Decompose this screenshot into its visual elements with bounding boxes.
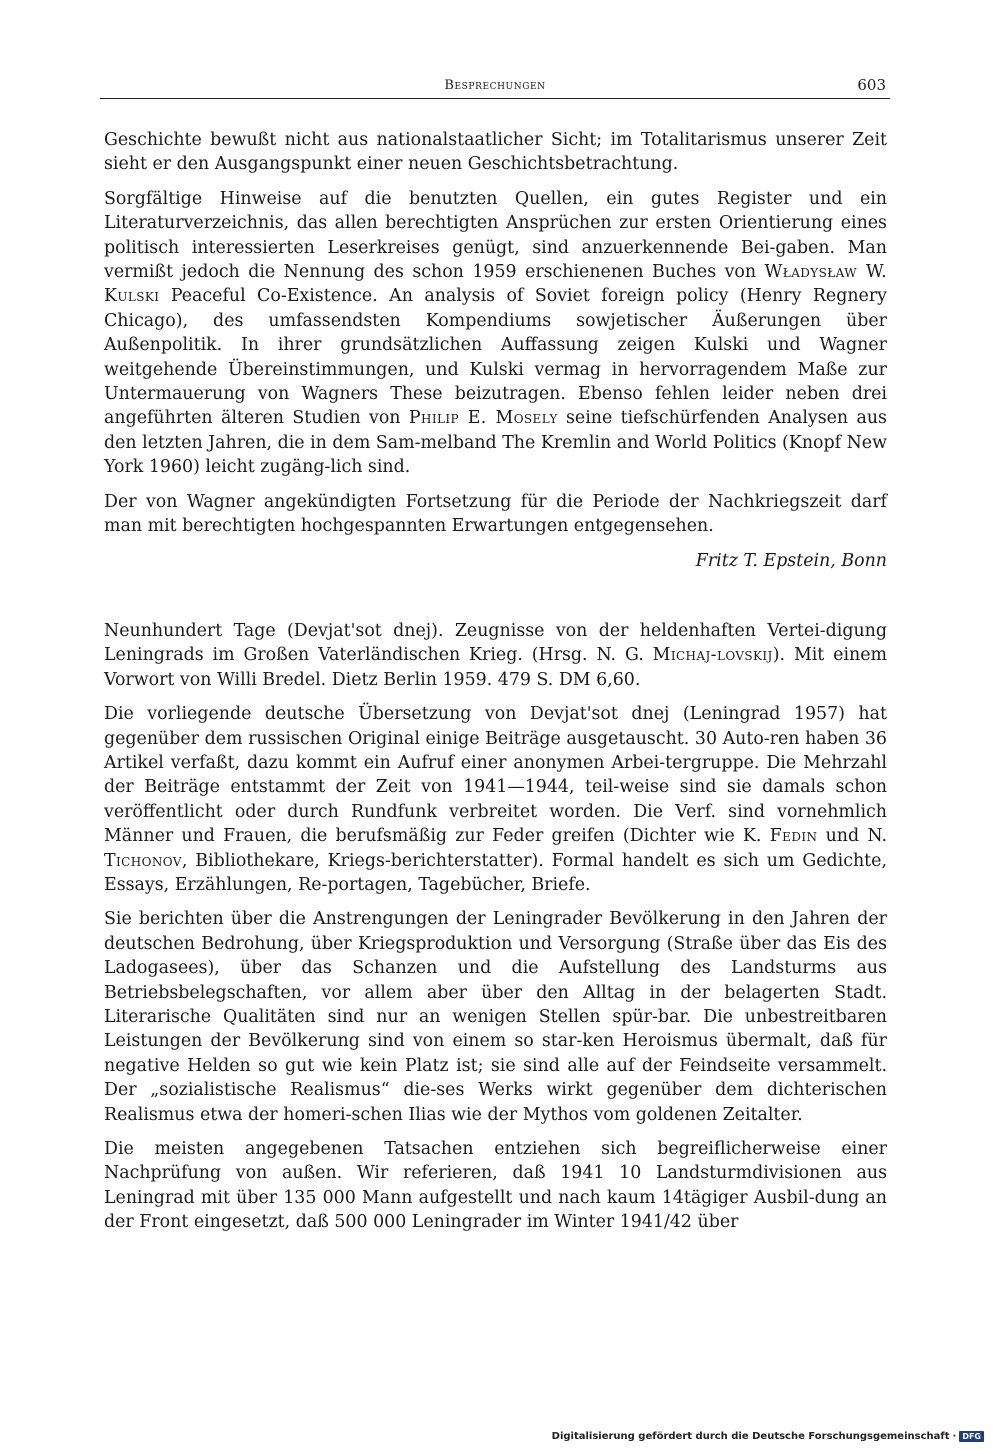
review2-paragraph-1 xyxy=(104,702,887,897)
author-name: Władysław W. Kulski xyxy=(104,262,887,307)
text-run: seine tiefschürfenden Analysen aus den letzten Jahren, die in dem Sam-melband The Kremlin and World Politics (Knopf New York 1960) leicht zugäng-lich sind. xyxy=(104,408,887,478)
dfg-logo-icon: DFG xyxy=(959,1431,984,1442)
footer-text: Digitalisierung gefördert durch die Deutsche Forschungsgemeinschaft xyxy=(551,1431,950,1442)
review1-paragraph-2 xyxy=(104,187,887,480)
text-run: ). Mit einem Vorwort von Willi Bredel. Dietz Berlin 1959. 479 S. DM 6,60. xyxy=(104,645,887,690)
review2-citation xyxy=(104,619,887,692)
text-run: Neunhundert Tage (Devjat'sot dnej). Zeugnisse von der heldenhaften Vertei-digung Leningrads im Großen Vaterländischen Krieg. (Hrsg. N. G. xyxy=(104,620,887,666)
digitization-footer: Digitalisierung gefördert durch die Deutsche Forschungsgemeinschaft · DFG xyxy=(552,1431,984,1442)
page-body xyxy=(104,128,887,1245)
review1-paragraph-3: Der von Wagner angekündigten Fortsetzung für die Periode der Nachkriegszeit darf man mit berechtigten hochgespannten Erwartungen entgegensehen. xyxy=(104,491,887,537)
section-gap xyxy=(104,583,887,619)
running-header xyxy=(100,76,890,102)
text-run: Sorgfältige Hinweise auf die benutzten Quellen, ein gutes Register und ein Literaturverzeichnis, das allen berechtigten Ansprüchen zur ersten Orientierung eines politisch interessierten Leserkreises genügt, sind anzuerkennende Bei-gaben. Man vermißt jedoch die Nennung des schon 1959 erschienenen Buches von xyxy=(104,188,887,283)
running-title: Besprechungen xyxy=(444,78,546,93)
text-run: und N. xyxy=(817,826,887,847)
author-name: Tichonov xyxy=(104,850,182,871)
header-rule xyxy=(100,98,890,99)
text-run: Peaceful Co-Existence. An analysis of Soviet foreign policy (Henry Regnery Chicago), des umfassendsten Kompendiums sowjetischer Äußerungen über Außenpolitik. In ihrer grundsätzlichen Auffassung zeigen Kulski und Wagner weitgehende Übereinstimmungen, und Kulski vermag in hervorragendem Maße zur Untermauerung von Wagners These beizutragen. Ebenso fehlen leider neben drei angeführten älteren Studien von xyxy=(104,286,887,429)
author-name: Philip E. Mosely xyxy=(408,408,558,429)
text-run: Die vorliegende deutsche Übersetzung von Devjat'sot dnej (Leningrad 1957) hat gegenüber dem russischen Original einige Beiträge ausgetauscht. 30 Auto-ren haben 36 Artikel verfaßt, dazu kommt ein Aufruf einer anonymen Arbei-tergruppe. Die Mehrzahl der Beiträge entstammt der Zeit von 1941—1944, teil-weise sind sie damals schon veröffentlicht oder durch Rundfunk verbreitet worden. Die Verf. sind vornehmlich Männer und Frauen, die berufsmäßig zur Feder greifen (Dichter wie K. xyxy=(104,704,887,847)
reviewer-signature: Fritz T. Epstein, Bonn xyxy=(695,550,887,571)
page-number: 603 xyxy=(857,76,886,94)
text-run: , Bibliothekare, Kriegs-berichterstatter). Formal handelt es sich um Gedichte, Essays, Erzählungen, Re-portagen, Tagebücher, Briefe. xyxy=(104,850,887,895)
review2-paragraph-3: Die meisten angegebenen Tatsachen entziehen sich begreiflicherweise einer Nachprüfung von außen. Wir referieren, daß 1941 10 Landsturmdivisionen aus Leningrad mit über 135 000 Mann aufgestellt und nach kaum 14tägiger Ausbil-dung an der Front eingesetzt, daß 500 000 Leningrader im Winter 1941/42 über xyxy=(104,1139,887,1233)
review1-paragraph-1: Geschichte bewußt nicht aus nationalstaatlicher Sicht; im Totalitarismus unserer Zeit sieht er den Ausgangspunkt einer neuen Geschichtsbetrachtung. xyxy=(104,130,887,175)
review2-paragraph-2: Sie berichten über die Anstrengungen der Leningrader Bevölkerung in den Jahren der deutschen Bedrohung, über Kriegsproduktion und Versorgung (Straße über das Eis des Ladogasees), über das Schanzen und die Aufstellung des Landsturms aus Betriebsbelegschaften, vor allem aber über den Alltag in der belagerten Stadt. Literarische Qualitäten sind nur an wenigen Stellen spür-bar. Die unbestreitbaren Leistungen der Bevölkerung sind von einem so star-ken Heroismus übermalt, daß für negative Helden so gut wie kein Platz ist; sie sind alle auf der Feindseite versammelt. Der „sozialistische Realismus“ die-ses Werks wirkt gegenüber dem dichterischen Realismus etwa der homeri-schen Ilias wie der Mythos vom goldenen Zeitalter. xyxy=(104,909,887,1125)
editor-name: Michaj-lovskij xyxy=(652,645,773,666)
author-name: Fedin xyxy=(769,826,818,847)
